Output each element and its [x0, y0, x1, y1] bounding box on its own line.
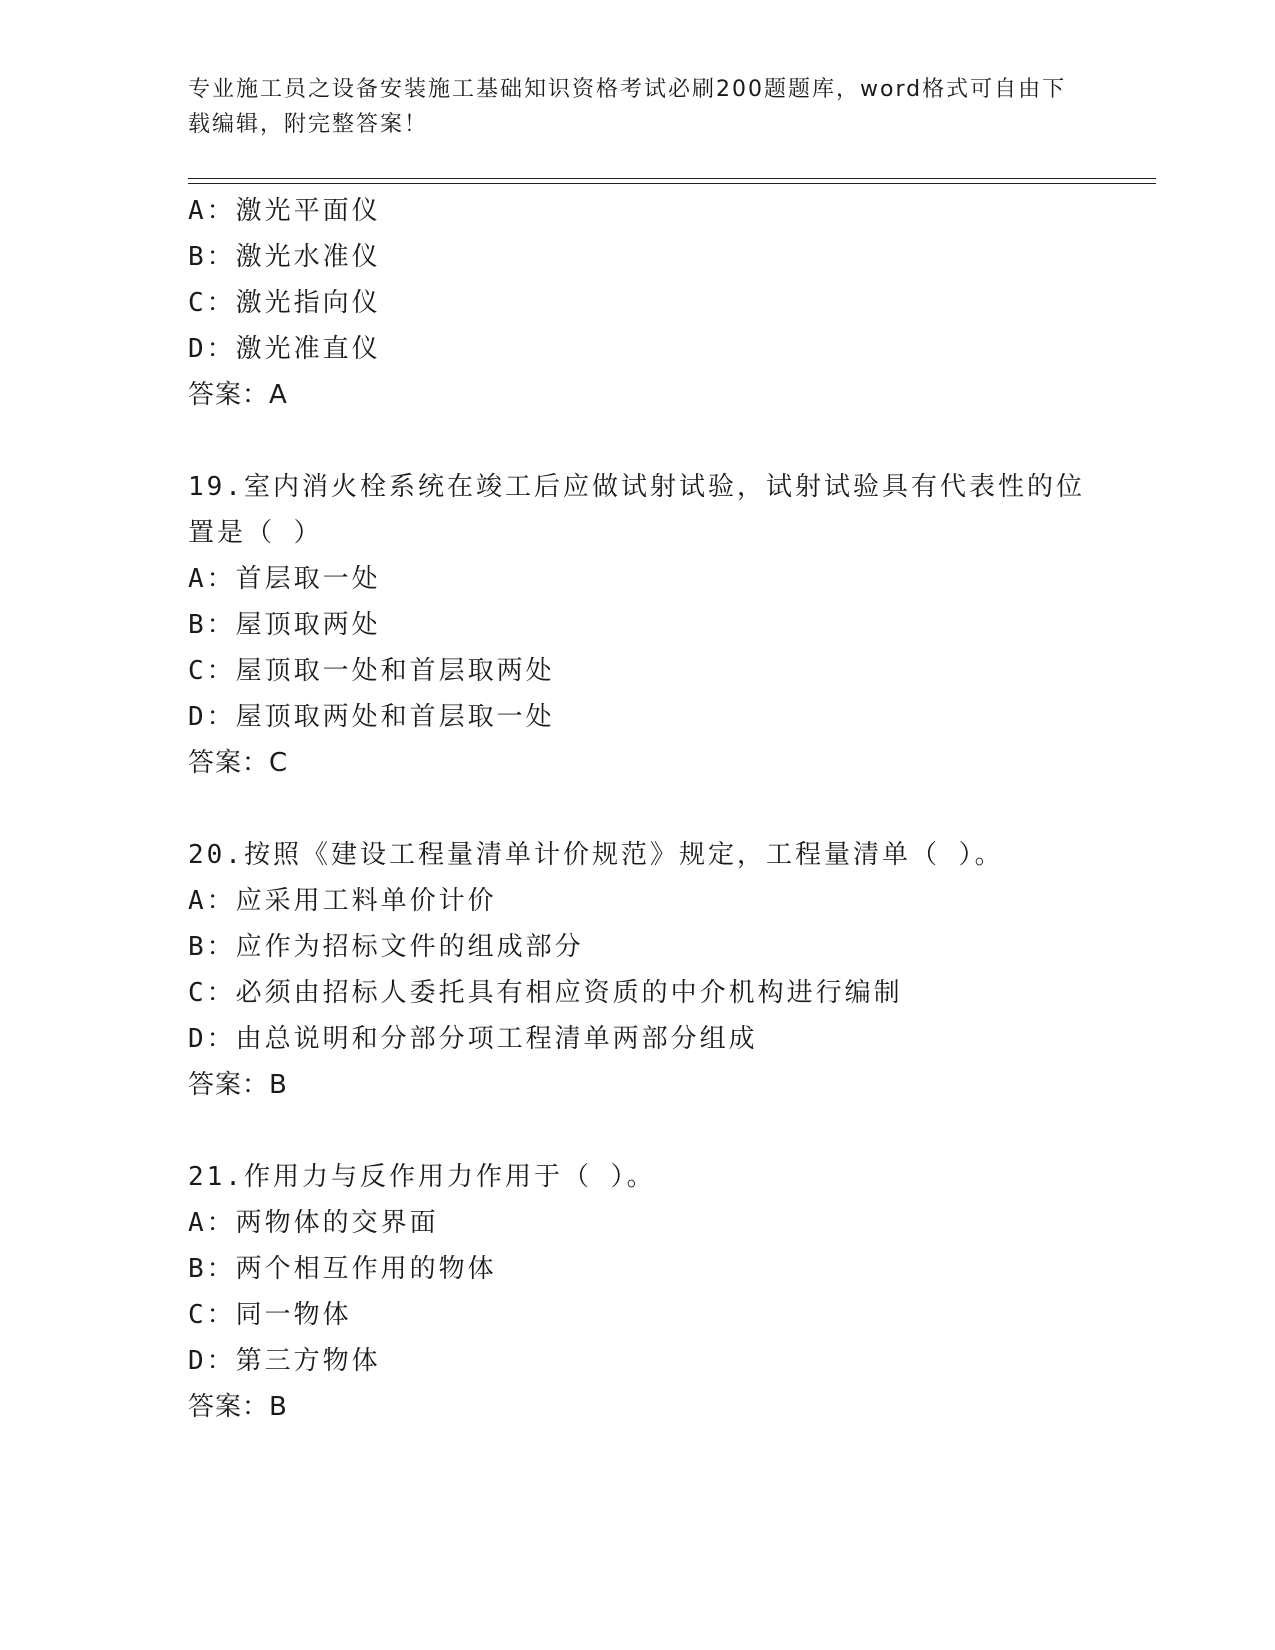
option-a: A：两物体的交界面	[188, 1208, 439, 1238]
question-block-19	[188, 464, 1108, 786]
option-a: A：激光平面仪	[188, 196, 381, 226]
option-b: B：应作为招标文件的组成部分	[188, 932, 584, 962]
question-block-21	[188, 1154, 1108, 1430]
option-c: C：激光指向仪	[188, 288, 381, 318]
option-c: C：同一物体	[188, 1300, 352, 1330]
question-stem: 19.室内消火栓系统在竣工后应做试射试验，试射试验具有代表性的位置是（ ）	[188, 472, 1085, 548]
option-b: B：两个相互作用的物体	[188, 1254, 497, 1284]
option-a: A：首层取一处	[188, 564, 381, 594]
spacer	[188, 1108, 1108, 1154]
option-c: C：必须由招标人委托具有相应资质的中介机构进行编制	[188, 978, 903, 1008]
question-block-20	[188, 832, 1108, 1108]
option-d: D：屋顶取两处和首层取一处	[188, 702, 555, 732]
question-stem: 21.作用力与反作用力作用于（ ）。	[188, 1162, 656, 1192]
answer-line: 答案：C	[188, 748, 289, 778]
question-stem: 20.按照《建设工程量清单计价规范》规定，工程量清单（ ）。	[188, 840, 1004, 870]
option-d: D：激光准直仪	[188, 334, 381, 364]
header-title: 专业施工员之设备安装施工基础知识资格考试必刷200题题库，word格式可自由下载编辑，附完整答案！	[188, 77, 1067, 137]
answer-line: 答案：B	[188, 1392, 288, 1422]
option-d: D：第三方物体	[188, 1346, 381, 1376]
question-list	[188, 188, 1108, 1430]
option-d: D：由总说明和分部分项工程清单两部分组成	[188, 1024, 758, 1054]
document-header	[188, 72, 1068, 142]
option-a: A：应采用工料单价计价	[188, 886, 497, 916]
header-divider	[188, 178, 1156, 184]
option-b: B：激光水准仪	[188, 242, 381, 272]
spacer	[188, 418, 1108, 464]
answer-line: 答案：B	[188, 1070, 288, 1100]
option-b: B：屋顶取两处	[188, 610, 381, 640]
option-c: C：屋顶取一处和首层取两处	[188, 656, 555, 686]
spacer	[188, 786, 1108, 832]
answer-line: 答案：A	[188, 380, 288, 410]
question-block	[188, 188, 1108, 418]
